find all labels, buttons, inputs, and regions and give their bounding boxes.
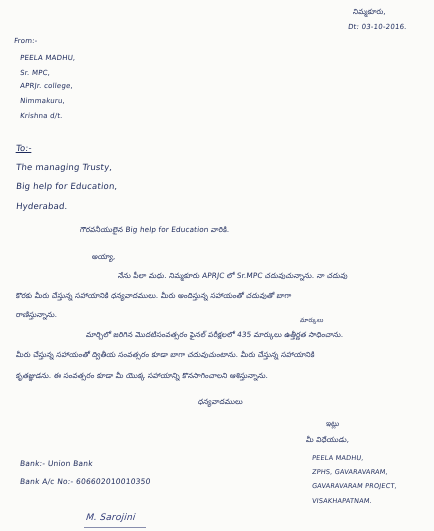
to-line-2: Big help for Education, — [15, 182, 118, 192]
place: నిమ్మకూరు, — [352, 7, 387, 16]
to-line-1: The managing Trusty, — [15, 163, 113, 173]
from-line-3: APRJr. college, — [19, 82, 74, 90]
marks-note: మార్కులు — [299, 317, 324, 324]
from-line-5: Krishna d/t. — [19, 112, 64, 120]
from-line-1: PEELA MADHU, — [19, 54, 76, 62]
from-line-4: Nimmakuru, — [19, 97, 66, 105]
bank-name: Bank:- Union Bank — [19, 459, 94, 468]
closing-name-1: PEELA MADHU, — [311, 454, 365, 462]
salutation: గౌరవనీయులైన Big help for Education వారికి. — [79, 225, 230, 234]
closing-name-2: ZPHS, GAVARAVARAM, — [311, 468, 389, 476]
closing-line-1: ఇట్లు — [325, 419, 340, 428]
from-line-2: Sr. MPC, — [19, 69, 51, 77]
closing-name-3: GAVARAVARAM PROJECT, — [311, 482, 398, 490]
body-line-5: మీరు చేస్తున్న సహాయంతో ద్వితీయ సంవత్సరం కూడా బాగా చదువుచుంటాను. మీరు చేస్తున్న సహాయానికి — [15, 350, 316, 359]
greeting: అయ్యా, — [91, 252, 117, 261]
body-line-1: నేను పీలా మధు. నిమ్మకూరు APRJC లో Sr.MPC చదువుచున్నాను. నా చదువు — [117, 271, 349, 280]
bank-account: Bank A/c No:- 606602010010350 — [19, 477, 152, 486]
body-line-3: రాణిస్తున్నాను. — [15, 310, 58, 319]
signature-underline — [84, 527, 146, 528]
body-line-4: మార్చిలో జరిగిన మొదటిసంవత్సరం ఫైనల్ పరీక్షలలో 435 మార్కులు ఉత్తీర్ణత సాధించాను. — [85, 330, 344, 339]
body-line-2: కొరకు మీరు చేస్తున్న సహాయానికి ధన్యవాదములు. మీరు అందిస్తున్న సహాయంతో చదువుతో బాగా — [15, 291, 292, 300]
to-line-3: Hyderabad. — [15, 202, 69, 212]
body-line-6: కృతజ్ఞుడను. ఈ సంవత్సరం కూడా మీ యొక్క సహాయాన్ని కొనసాగించాలని ఆశిస్తున్నాను. — [15, 371, 269, 380]
to-label: To:- — [15, 144, 33, 154]
signature: M. Sarojini — [85, 513, 136, 523]
closing-name-4: VISAKHAPATNAM. — [311, 497, 373, 505]
date: Dt: 03-10-2016. — [347, 23, 408, 31]
thanks: ధన్యవాదములు — [197, 397, 244, 406]
from-label: From:- — [13, 37, 38, 45]
closing-line-2: మీ విధేయుడు, — [305, 435, 350, 444]
